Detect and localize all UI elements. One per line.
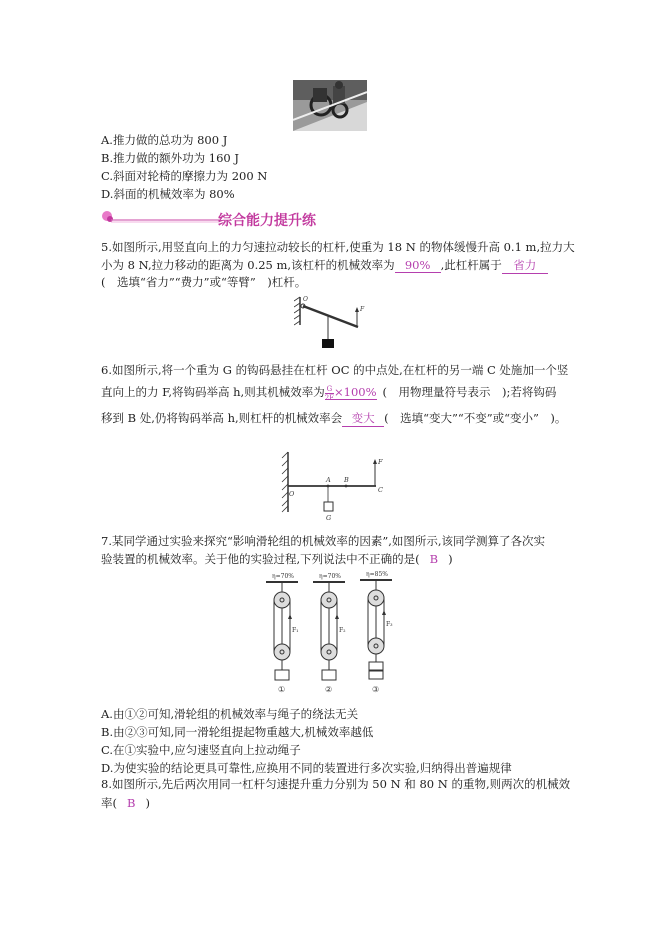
q5-line1: 5.如图所示,用竖直向上的力匀速拉动较长的杠杆,使重为 18 N 的物体缓慢升高 0.1 m,拉力大 bbox=[101, 240, 575, 254]
option-d: D.斜面的机械效率为 80% bbox=[101, 187, 235, 201]
q6-text-d: ( 选填“变大”“不变”或“变小” )。 bbox=[384, 411, 567, 425]
q7-eff-1: η=70% bbox=[272, 573, 294, 580]
q5-line2 bbox=[101, 257, 548, 274]
q6-lever-figure bbox=[280, 450, 390, 522]
q6-answer-suffix: ×100% bbox=[334, 385, 377, 399]
q7-num-2: ② bbox=[325, 685, 333, 694]
q7-option-b: B.由②③可知,同一滑轮组提起物重越大,机械效率越低 bbox=[101, 725, 374, 739]
q7-eff-2: η=70% bbox=[319, 573, 341, 580]
q6-line3 bbox=[101, 410, 566, 427]
q7-option-d: D.为使实验的结论更具可靠性,应换用不同的装置进行多次实验,归纳得出普遍规律 bbox=[101, 761, 512, 775]
q7-text-b: ) bbox=[448, 552, 453, 566]
q6-line2 bbox=[101, 384, 556, 402]
q8-answer: B bbox=[127, 796, 136, 810]
q7-option-c: C.在①实验中,应匀速竖直向上拉动绳子 bbox=[101, 743, 301, 757]
wheelchair-ramp-photo bbox=[293, 80, 367, 131]
q5-line3: ( 选填“省力”“费力”或“等臂” )杠杆。 bbox=[101, 275, 307, 289]
q7-force-3: F₃ bbox=[386, 621, 393, 628]
q6-answer-change: 变大 bbox=[342, 410, 384, 427]
q8-text-a: 率( bbox=[101, 796, 117, 810]
q7-answer: B bbox=[429, 552, 439, 566]
q6-text-b: ( 用物理量符号表示 );若将钩码 bbox=[382, 385, 557, 399]
q6-fig-a-label: A bbox=[326, 476, 331, 484]
q8-text-b: ) bbox=[145, 796, 150, 810]
q5-fig-o-label: O bbox=[303, 296, 308, 303]
q6-fig-f-label: F bbox=[378, 458, 383, 466]
q8-line1: 8.如图所示,先后两次用同一杠杆匀速提升重力分别为 50 N 和 80 N 的重物,则两次的机械效 bbox=[101, 777, 571, 791]
q6-fig-c-label: C bbox=[378, 486, 383, 494]
q6-fig-o-label: O bbox=[289, 490, 295, 498]
q7-force-2: F₂ bbox=[339, 627, 346, 634]
q7-eff-3: η=85% bbox=[366, 571, 388, 578]
q8-line2 bbox=[101, 795, 150, 811]
q6-fig-g-label: G bbox=[326, 514, 332, 522]
section-title: 综合能力提升练 bbox=[218, 213, 316, 229]
q6-fig-b-label: B bbox=[344, 476, 349, 484]
q7-line1: 7.某同学通过实验来探究“影响滑轮组的机械效率的因素”,如图所示,该同学测算了各次实 bbox=[101, 534, 546, 548]
q7-num-3: ③ bbox=[372, 685, 380, 694]
q6-line1: 6.如图所示,将一个重为 G 的钩码悬挂在杠杆 OC 的中点处,在杠杆的另一端 C 处施加一个竖 bbox=[101, 363, 569, 377]
option-b: B.推力做的额外功为 160 J bbox=[101, 151, 239, 165]
q5-text-b: ,此杠杆属于 bbox=[440, 258, 502, 272]
option-c: C.斜面对轮椅的摩擦力为 200 N bbox=[101, 169, 268, 183]
q5-answer-lever-type: 省力 bbox=[502, 257, 548, 274]
q5-lever-figure bbox=[294, 295, 368, 349]
q7-line2 bbox=[101, 551, 453, 567]
section-divider-decoration bbox=[101, 208, 221, 224]
q6-frac-den: 2F bbox=[324, 393, 335, 402]
q6-text-c: 移到 B 处,仍将钩码举高 h,则杠杆的机械效率会 bbox=[101, 411, 343, 425]
q5-fig-f-label: F bbox=[360, 306, 365, 313]
q6-frac-num: G bbox=[326, 384, 333, 393]
q7-num-1: ① bbox=[278, 685, 286, 694]
q6-text-a: 直向上的力 F,将钩码举高 h,则其机械效率为 bbox=[101, 385, 325, 399]
q5-answer-efficiency: 90% bbox=[395, 258, 441, 273]
q7-pulley-figure bbox=[262, 570, 402, 696]
q7-option-a: A.由①②可知,滑轮组的机械效率与绳子的绕法无关 bbox=[101, 707, 359, 721]
q7-text-a: 验装置的机械效率。关于他的实验过程,下列说法中不正确的是( bbox=[101, 552, 420, 566]
q5-text-a: 小为 8 N,拉力移动的距离为 0.25 m,该杠杆的机械效率为 bbox=[101, 258, 395, 272]
q7-force-1: F₁ bbox=[292, 627, 299, 634]
q6-answer-formula bbox=[325, 385, 377, 400]
option-a: A.推力做的总功为 800 J bbox=[101, 133, 228, 147]
